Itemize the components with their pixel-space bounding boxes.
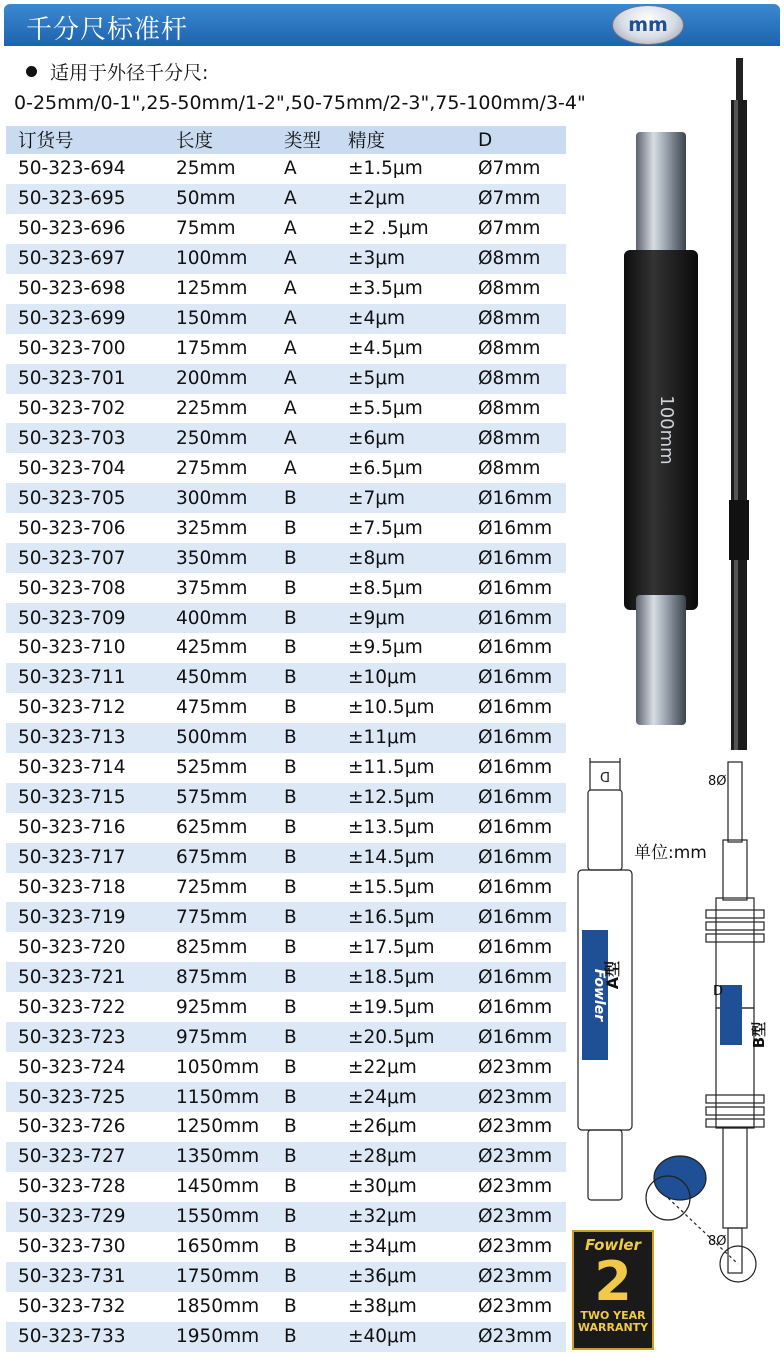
cell-type: B [284, 992, 348, 1022]
cell-diameter: Ø16mm [478, 902, 566, 932]
cell-order-no: 50-323-729 [6, 1202, 176, 1232]
cell-diameter: Ø16mm [478, 753, 566, 783]
cell-type: B [284, 1292, 348, 1322]
cell-accuracy: ±24μm [348, 1082, 478, 1112]
cell-type: B [284, 573, 348, 603]
cell-length: 825mm [176, 932, 284, 962]
cell-length: 325mm [176, 513, 284, 543]
cell-length: 575mm [176, 783, 284, 813]
applicability-text: 适用于外径千分尺: [50, 62, 209, 84]
cell-type: A [284, 244, 348, 274]
table-row [6, 633, 566, 663]
cell-diameter: Ø16mm [478, 873, 566, 903]
col-order-no: 订货号 [6, 126, 176, 154]
cell-accuracy: ±18.5μm [348, 962, 478, 992]
table-row [6, 244, 566, 274]
cell-accuracy: ±5μm [348, 364, 478, 394]
cell-accuracy: ±4μm [348, 304, 478, 334]
cell-order-no: 50-323-725 [6, 1082, 176, 1112]
cell-type: B [284, 483, 348, 513]
cell-diameter: Ø16mm [478, 843, 566, 873]
cell-accuracy: ±40μm [348, 1322, 478, 1352]
cell-accuracy: ±3μm [348, 244, 478, 274]
table-header-row [6, 126, 566, 154]
table-row [6, 783, 566, 813]
cell-diameter: Ø8mm [478, 423, 566, 453]
cell-order-no: 50-323-726 [6, 1112, 176, 1142]
table-row [6, 364, 566, 394]
table-row [6, 1262, 566, 1292]
cell-accuracy: ±13.5μm [348, 813, 478, 843]
cell-order-no: 50-323-702 [6, 394, 176, 424]
cell-type: B [284, 813, 348, 843]
unit-badge: mm [612, 5, 684, 45]
cell-order-no: 50-323-704 [6, 453, 176, 483]
cell-length: 225mm [176, 394, 284, 424]
cell-type: B [284, 1052, 348, 1082]
fowler-logo-a: Fowler [591, 968, 607, 1022]
cell-type: A [284, 184, 348, 214]
cell-type: A [284, 274, 348, 304]
cell-diameter: Ø16mm [478, 813, 566, 843]
cell-length: 1650mm [176, 1232, 284, 1262]
cell-order-no: 50-323-712 [6, 693, 176, 723]
cell-accuracy: ±4.5μm [348, 334, 478, 364]
cell-type: B [284, 633, 348, 663]
cell-accuracy: ±7μm [348, 483, 478, 513]
cell-diameter: Ø23mm [478, 1262, 566, 1292]
table-row [6, 813, 566, 843]
cell-type: B [284, 753, 348, 783]
cell-diameter: Ø8mm [478, 334, 566, 364]
table-row [6, 214, 566, 244]
cell-length: 400mm [176, 603, 284, 633]
cell-length: 300mm [176, 483, 284, 513]
cell-length: 1450mm [176, 1172, 284, 1202]
cell-type: A [284, 154, 348, 184]
cell-order-no: 50-323-733 [6, 1322, 176, 1352]
cell-diameter: Ø23mm [478, 1232, 566, 1262]
table-row [6, 334, 566, 364]
cell-accuracy: ±11.5μm [348, 753, 478, 783]
cell-type: B [284, 843, 348, 873]
cell-accuracy: ±22μm [348, 1052, 478, 1082]
cell-diameter: Ø16mm [478, 573, 566, 603]
cell-order-no: 50-323-720 [6, 932, 176, 962]
cell-accuracy: ±12.5μm [348, 783, 478, 813]
cell-type: B [284, 783, 348, 813]
cell-diameter: Ø23mm [478, 1052, 566, 1082]
cell-type: B [284, 1082, 348, 1112]
cell-diameter: Ø16mm [478, 1022, 566, 1052]
cell-length: 925mm [176, 992, 284, 1022]
cell-type: B [284, 902, 348, 932]
cell-order-no: 50-323-695 [6, 184, 176, 214]
cell-length: 275mm [176, 453, 284, 483]
cell-order-no: 50-323-721 [6, 962, 176, 992]
table-row [6, 1082, 566, 1112]
table-row [6, 992, 566, 1022]
cell-length: 125mm [176, 274, 284, 304]
table-row [6, 184, 566, 214]
cell-order-no: 50-323-699 [6, 304, 176, 334]
cell-diameter: Ø16mm [478, 483, 566, 513]
cell-length: 1950mm [176, 1322, 284, 1352]
cell-type: B [284, 1142, 348, 1172]
cell-order-no: 50-323-724 [6, 1052, 176, 1082]
table-row [6, 1292, 566, 1322]
warranty-badge [572, 1230, 654, 1350]
cell-order-no: 50-323-731 [6, 1262, 176, 1292]
table-row [6, 483, 566, 513]
cell-type: B [284, 873, 348, 903]
cell-length: 1050mm [176, 1052, 284, 1082]
applicable-sizes: 0-25mm/0-1",25-50mm/1-2",50-75mm/2-3",75-100mm/3-4" [14, 92, 586, 114]
warranty-years: 2 [594, 1250, 632, 1313]
cell-length: 200mm [176, 364, 284, 394]
cell-diameter: Ø16mm [478, 633, 566, 663]
table-row [6, 932, 566, 962]
cell-accuracy: ±26μm [348, 1112, 478, 1142]
cell-type: B [284, 1172, 348, 1202]
cell-diameter: Ø8mm [478, 244, 566, 274]
cell-accuracy: ±7.5μm [348, 513, 478, 543]
warranty-line1: TWO YEAR [580, 1309, 646, 1322]
cell-type: B [284, 932, 348, 962]
cell-order-no: 50-323-723 [6, 1022, 176, 1052]
rod-photo-a [624, 132, 698, 725]
table-row [6, 1232, 566, 1262]
table-row [6, 753, 566, 783]
cell-type: B [284, 663, 348, 693]
cell-length: 1750mm [176, 1262, 284, 1292]
dim-d-b: D [713, 984, 724, 999]
cell-diameter: Ø8mm [478, 453, 566, 483]
rod-photo-b [729, 58, 749, 750]
cell-order-no: 50-323-718 [6, 873, 176, 903]
col-diameter: D [478, 126, 566, 154]
cell-length: 775mm [176, 902, 284, 932]
cell-accuracy: ±19.5μm [348, 992, 478, 1022]
cell-length: 725mm [176, 873, 284, 903]
cell-accuracy: ±5.5μm [348, 394, 478, 424]
cell-type: B [284, 693, 348, 723]
table-row [6, 513, 566, 543]
cell-order-no: 50-323-698 [6, 274, 176, 304]
table-row [6, 962, 566, 992]
table-row [6, 274, 566, 304]
cell-length: 875mm [176, 962, 284, 992]
cell-accuracy: ±8.5μm [348, 573, 478, 603]
table-row [6, 873, 566, 903]
cell-length: 975mm [176, 1022, 284, 1052]
cell-type: B [284, 1262, 348, 1292]
cell-diameter: Ø23mm [478, 1142, 566, 1172]
unit-label: 单位:mm [634, 843, 707, 863]
cell-accuracy: ±14.5μm [348, 843, 478, 873]
table-row [6, 902, 566, 932]
cell-diameter: Ø23mm [478, 1292, 566, 1322]
cell-order-no: 50-323-709 [6, 603, 176, 633]
cell-length: 375mm [176, 573, 284, 603]
cell-type: B [284, 1322, 348, 1352]
cell-length: 425mm [176, 633, 284, 663]
cell-diameter: Ø23mm [478, 1172, 566, 1202]
cell-type: A [284, 453, 348, 483]
col-length: 长度 [176, 126, 284, 154]
cell-diameter: Ø8mm [478, 364, 566, 394]
cell-accuracy: ±6.5μm [348, 453, 478, 483]
cell-accuracy: ±6μm [348, 423, 478, 453]
cell-diameter: Ø23mm [478, 1202, 566, 1232]
cell-type: B [284, 962, 348, 992]
warranty-brand: Fowler [585, 1236, 641, 1254]
cell-order-no: 50-323-701 [6, 364, 176, 394]
table-row [6, 1322, 566, 1352]
cell-length: 1850mm [176, 1292, 284, 1322]
cell-order-no: 50-323-703 [6, 423, 176, 453]
cell-length: 525mm [176, 753, 284, 783]
dim-8-top: 8Ø [708, 774, 727, 789]
col-accuracy: 精度 [348, 126, 478, 154]
cell-order-no: 50-323-694 [6, 154, 176, 184]
cell-diameter: Ø16mm [478, 693, 566, 723]
cell-order-no: 50-323-728 [6, 1172, 176, 1202]
table-row [6, 423, 566, 453]
table-row [6, 394, 566, 424]
dim-8-bottom: 8Ø [708, 1234, 727, 1249]
cell-length: 25mm [176, 154, 284, 184]
cell-length: 250mm [176, 423, 284, 453]
cell-diameter: Ø16mm [478, 723, 566, 753]
cell-diameter: Ø16mm [478, 932, 566, 962]
cell-diameter: Ø7mm [478, 184, 566, 214]
cell-diameter: Ø16mm [478, 783, 566, 813]
table-row [6, 453, 566, 483]
product-table [6, 126, 566, 1352]
table-row [6, 1202, 566, 1232]
cell-order-no: 50-323-697 [6, 244, 176, 274]
cell-length: 50mm [176, 184, 284, 214]
table-row [6, 1112, 566, 1142]
cell-type: A [284, 214, 348, 244]
cell-diameter: Ø7mm [478, 214, 566, 244]
cell-type: B [284, 1022, 348, 1052]
cell-accuracy: ±2 .5μm [348, 214, 478, 244]
cell-length: 350mm [176, 543, 284, 573]
cell-accuracy: ±8μm [348, 543, 478, 573]
cell-order-no: 50-323-719 [6, 902, 176, 932]
cell-length: 1250mm [176, 1112, 284, 1142]
cell-type: A [284, 394, 348, 424]
cell-diameter: Ø16mm [478, 513, 566, 543]
cell-order-no: 50-323-714 [6, 753, 176, 783]
cell-accuracy: ±30μm [348, 1172, 478, 1202]
table-row [6, 1172, 566, 1202]
cell-type: A [284, 364, 348, 394]
cell-length: 1550mm [176, 1202, 284, 1232]
table-row [6, 1142, 566, 1172]
table-row [6, 543, 566, 573]
cell-length: 1150mm [176, 1082, 284, 1112]
cell-accuracy: ±3.5μm [348, 274, 478, 304]
cell-order-no: 50-323-727 [6, 1142, 176, 1172]
cell-diameter: Ø8mm [478, 304, 566, 334]
cell-diameter: Ø16mm [478, 543, 566, 573]
cell-length: 150mm [176, 304, 284, 334]
cell-accuracy: ±28μm [348, 1142, 478, 1172]
cell-type: B [284, 1232, 348, 1262]
cell-order-no: 50-323-696 [6, 214, 176, 244]
cell-diameter: Ø23mm [478, 1322, 566, 1352]
table-row [6, 693, 566, 723]
cell-type: A [284, 423, 348, 453]
cell-accuracy: ±1.5μm [348, 154, 478, 184]
col-type: 类型 [284, 126, 348, 154]
cell-diameter: Ø8mm [478, 394, 566, 424]
cell-order-no: 50-323-706 [6, 513, 176, 543]
rod-size-label: 100mm [656, 395, 677, 465]
cell-type: B [284, 1112, 348, 1142]
cell-length: 1350mm [176, 1142, 284, 1172]
cell-accuracy: ±15.5μm [348, 873, 478, 903]
table-row [6, 304, 566, 334]
cell-order-no: 50-323-717 [6, 843, 176, 873]
cell-order-no: 50-323-700 [6, 334, 176, 364]
cell-order-no: 50-323-713 [6, 723, 176, 753]
table-row [6, 663, 566, 693]
cell-type: B [284, 513, 348, 543]
cell-accuracy: ±2μm [348, 184, 478, 214]
cell-diameter: Ø16mm [478, 603, 566, 633]
cell-order-no: 50-323-732 [6, 1292, 176, 1322]
cell-type: A [284, 334, 348, 364]
cell-order-no: 50-323-730 [6, 1232, 176, 1262]
cell-order-no: 50-323-715 [6, 783, 176, 813]
cell-accuracy: ±20.5μm [348, 1022, 478, 1052]
cell-diameter: Ø16mm [478, 663, 566, 693]
cell-accuracy: ±11μm [348, 723, 478, 753]
cell-accuracy: ±10.5μm [348, 693, 478, 723]
cell-accuracy: ±10μm [348, 663, 478, 693]
cell-diameter: Ø8mm [478, 274, 566, 304]
dim-d-a: D [599, 768, 611, 783]
cell-length: 175mm [176, 334, 284, 364]
cell-type: B [284, 543, 348, 573]
type-a-label: A型 [603, 960, 622, 990]
cell-accuracy: ±36μm [348, 1262, 478, 1292]
cell-order-no: 50-323-710 [6, 633, 176, 663]
cell-type: B [284, 603, 348, 633]
cell-order-no: 50-323-722 [6, 992, 176, 1022]
cell-type: B [284, 723, 348, 753]
page-title: 千分尺标准杆 [26, 15, 189, 45]
cell-length: 675mm [176, 843, 284, 873]
table-row [6, 723, 566, 753]
cell-diameter: Ø23mm [478, 1112, 566, 1142]
cell-length: 100mm [176, 244, 284, 274]
table-row [6, 573, 566, 603]
type-b-label: B型 [750, 1021, 768, 1049]
cell-length: 75mm [176, 214, 284, 244]
cell-accuracy: ±9μm [348, 603, 478, 633]
cell-length: 625mm [176, 813, 284, 843]
table-row [6, 1052, 566, 1082]
cell-accuracy: ±32μm [348, 1202, 478, 1232]
cell-accuracy: ±17.5μm [348, 932, 478, 962]
cell-accuracy: ±16.5μm [348, 902, 478, 932]
table-row [6, 154, 566, 184]
diagram-type-a [578, 758, 632, 1200]
cell-length: 475mm [176, 693, 284, 723]
cell-order-no: 50-323-716 [6, 813, 176, 843]
cell-order-no: 50-323-708 [6, 573, 176, 603]
cell-accuracy: ±9.5μm [348, 633, 478, 663]
cell-length: 500mm [176, 723, 284, 753]
cell-order-no: 50-323-711 [6, 663, 176, 693]
cell-order-no: 50-323-707 [6, 543, 176, 573]
cell-type: B [284, 1202, 348, 1232]
cell-diameter: Ø7mm [478, 154, 566, 184]
cell-length: 450mm [176, 663, 284, 693]
cell-diameter: Ø16mm [478, 962, 566, 992]
warranty-line2: WARRANTY [577, 1321, 649, 1334]
table-row [6, 1022, 566, 1052]
table-row [6, 603, 566, 633]
cell-type: A [284, 304, 348, 334]
cell-diameter: Ø23mm [478, 1082, 566, 1112]
cell-accuracy: ±38μm [348, 1292, 478, 1322]
cell-order-no: 50-323-705 [6, 483, 176, 513]
product-illustration [568, 50, 780, 1360]
table-row [6, 843, 566, 873]
cell-diameter: Ø16mm [478, 992, 566, 1022]
cell-accuracy: ±34μm [348, 1232, 478, 1262]
